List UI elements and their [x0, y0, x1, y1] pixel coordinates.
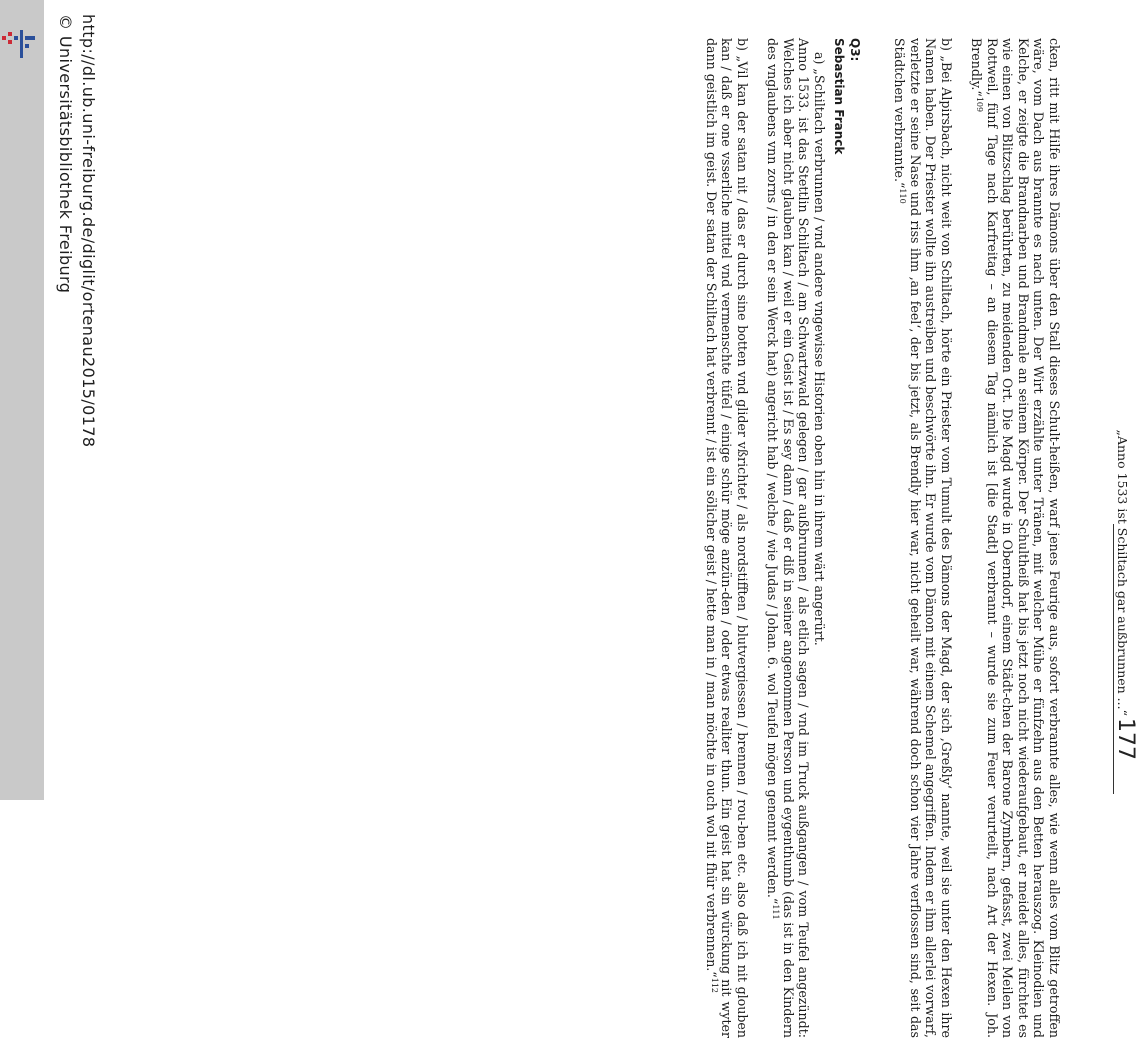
watermark-copyright: © Universitätsbibliothek Freiburg: [56, 14, 75, 294]
section-author: Sebastian Franck: [832, 38, 847, 155]
quote-b-franck: b) „Vil kan der satan nit / das er durch sine botten vnd glider vßrichtet / als nordstifften / blutvergiessen / brennen / rou-ben etc. also daß ich nit glouben kan / daß er one vsserliche mittel vnd vermenschte tüfel / einige schür möge anzün-den / oder etwas realiter thun. Ein geist hat sin würckung nit wyter dann geistlich im geist. Der satan der Schiltach hat verbrennt / ist ein sölicher geist / hette man in / man möchte in ouch wol nit fhür verbrennen.“$^{112}$: [704, 38, 750, 1038]
paragraph-quote-b: b) „Bei Alpirsbach, nicht weit von Schiltach, hörte ein Priester vom Tumult des Dämons der Magd, der sich ‚Greßly‘ nannte, weil sie unter den Hexen ihre Namen haben. Der Priester wollte ihn austreiben und beschwörte ihn. Er wurde vom Dämon mit einem Schemel angegriffen. Indem er ihm allerlei vorwarf, verletzte er seine Nase und riss ihm ‚an feel‘, der bis jetzt, als Brendly hier war, nicht geheilt war, während doch schon vier Jahre verflossen sind, seit das Städtchen verbrannte.“$^{110}$: [892, 38, 954, 1038]
quote-a-intro: a) „Schiltach verbrunnen / vnd andere vngewisse Historien oben hin in ihrem wärt angerürt.: [812, 52, 827, 646]
running-title: „Anno 1533 ist Schiltach gar außbrunnen ...“: [1115, 429, 1130, 716]
page-number: 177: [1113, 718, 1138, 760]
quote-a-body: Anno 1533. ist das Stettlin Schiltach / am Schwartzwald gelegen / gar außbrunnen / als etlich sagen / vnd im Truck außgangen / vom Teufel angezündt: Welches ich aber nicht glauben kan / weil er ein Geist ist / Es sey dann / daß er diß in seiner angenommen Person und eygenthumb (das ist in den Kindern des vnglaubens vnn zorns / in den er sein Werck hat) angericht hab / welche / wie Judas / Johan. 6. wol Teufel mögen genennt werden.“$^{111}$: [765, 38, 812, 1038]
footnote-ref: 112: [710, 977, 720, 994]
university-library-logo: [2, 30, 42, 60]
viewer-left-margin: [0, 0, 44, 800]
section-label: Q3:: [848, 38, 862, 62]
paragraph-continuation: cken, ritt mit Hilfe ihres Dämons über den Stall dieses Schult-heißen, warf jenes Feurige aus, sofort verbrannte alles, wie wenn alles vom Blitz getroffen wäre, vom Dach aus brannte es nach unten. Der Wirt erzählte unter Tränen, mit welcher Mühe er fünfzehn aus den Betten herauszog. Kleinodien und Kelche, er zeigte die Brandnarben und Brandmale an seinem Körper. Der Schultheiß hat bis jetzt noch nicht wiederaufgebaut, er meidet alles, fürchtet es wie einen von Blitzschlag berührten, zu meidenden Ort. Die Magd wurde in Oberndorf, einem Städt-chen der Barone Zymbern, gefasst, zwei Meilen von Rottweil, fünf Tage nach Karfreitag – an diesem Tag nämlich ist [die Stadt] verbrannt – wurde sie zum Feuer verurteilt, nach Art der Hexen. Joh. Brendly.“$^{109}$: [969, 38, 1062, 1038]
watermark-url: http://dl.ub.uni-freiburg.de/diglit/ortenau2015/0178: [79, 14, 98, 448]
source-watermark: [54, 14, 100, 794]
footnote-ref: 109: [975, 96, 985, 113]
page-header: [1094, 420, 1138, 760]
page-body: [704, 38, 1063, 1038]
scanned-page: [44, 0, 1148, 1038]
footnote-ref: 110: [898, 188, 908, 204]
footnote-ref: 111: [771, 904, 781, 920]
